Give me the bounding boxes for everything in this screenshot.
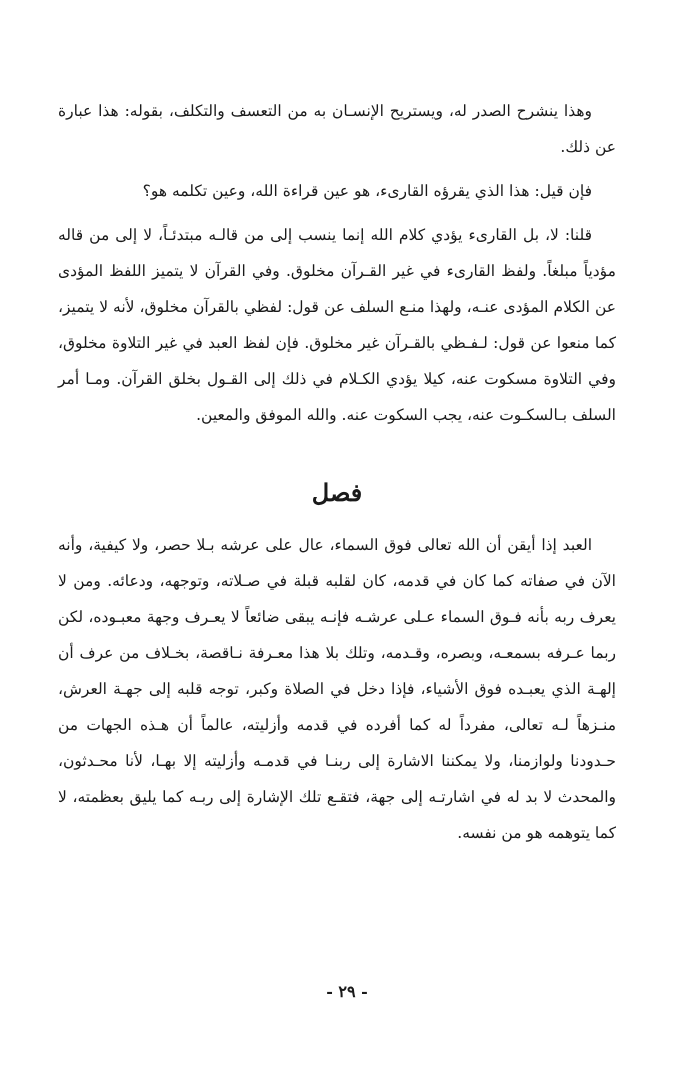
paragraph-intro: وهذا ينشرح الصدر له، ويستريح الإنسـان به من التعسف والتكلف، بقوله: هذا عبارة عن ذلك. (58, 102, 616, 156)
page-body (58, 93, 616, 851)
section-heading: فصل (311, 478, 363, 507)
page-number: - ٢٩ - (326, 982, 368, 1001)
paragraph-answer: قلنا: لا، بل القارىء يؤدي كلام الله إنما ينسب إلى من قالـه مبتدئـاً، لا إلى من قاله مؤدياً مبلغاً. ولفظ القارىء في غير القـرآن مخلوق. وفي القرآن لا يتميز اللفظ المؤدى عن الكلام المؤدى عنـه، ولهذا منـع السلف عن قول: لفظي بالقرآن مخلوق، لأنه لا يتميز، كما منعوا عن قول: لـفـظي بالقـرآن غير مخلوق. فإن لفظ العبد في غير التلاوة مخلوق، وفي التلاوة مسكوت عنه، كيلا يؤدي الكـلام في ذلك إلى القـول بخلق القرآن. ومـا أمر السلف بـالسكـوت عنه، يجب السكوت عنه. والله الموفق والمعين. (58, 226, 616, 424)
section-heading-wrap (58, 469, 616, 517)
paragraph-question: فإن قيل: هذا الذي يقرؤه القارىء، هو عين قراءة الله، وعين تكلمه هو؟ (142, 182, 592, 200)
paragraph-section: العبد إذا أيقن أن الله تعالى فوق السماء، عال على عرشه بـلا حصر، ولا كيفية، وأنه الآن في صفاته كما كان في قدمه، كان لقلبه قبلة في صـلاته، وتوجهه، ودعائه. ومن لا يعرف ربه بأنه فـوق السماء عـلى عرشـه فإنـه يبقى ضائعاً لا يعـرف وجهة معبـوده، لكن ربما عـرفه بسمعـه، وبصره، وقـدمه، وتلك بلا هذا معـرفة نـاقصة، بخـلاف من عرف أن إلهـة الذي يعبـده فوق الأشياء، فإذا دخل في الصلاة وكبر، توجه قلبه إلى جهـة العرش، منـزهاً لـه تعالى، مفرداً له كما أفرده في قدمه وأزليته، عالماً أن هـذه الجهات من حـدودنا ولوازمنا، ولا يمكننا الاشارة إلى ربنـا في قدمـه وأزليته إلا بهـا، لأنا محـدثون، والمحدث لا بد له في اشارتـه إلى جهة، فتقـع تلك الإشارة إلى ربـه كما يليق بعظمته، لا كما يتوهمه هو من نفسه. (58, 536, 616, 842)
